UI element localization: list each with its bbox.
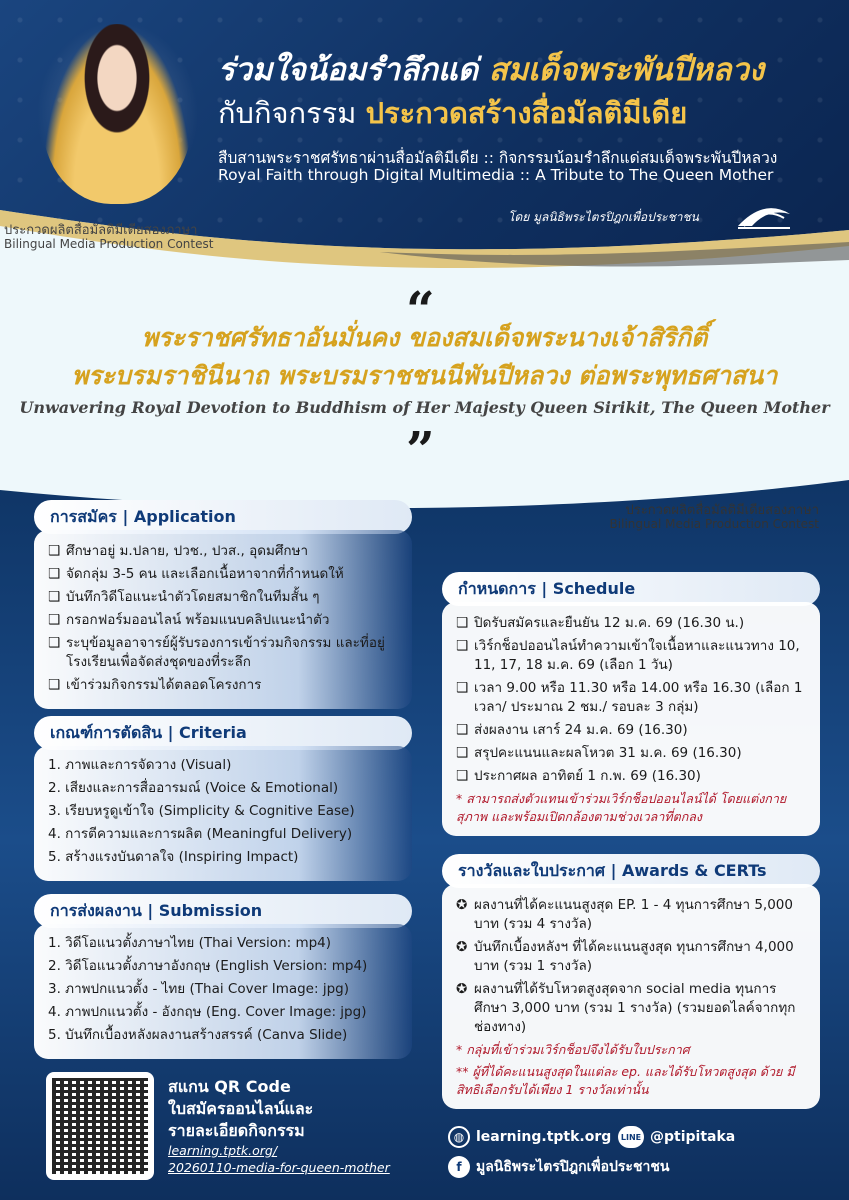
qr-caption: สแกน QR Code ใบสมัครออนไลน์และ รายละเอียดกิจกรรม <box>168 1077 314 1140</box>
submission-section <box>34 894 412 1059</box>
star-badge-icon: ✪ <box>456 897 468 913</box>
list-item: 2. วิดีโอแนวตั้งภาษาอังกฤษ (English Version: mp4) <box>48 958 368 974</box>
checkbox-icon: ❑ <box>456 768 469 784</box>
list-item: ❑ สรุปคะแนนและผลโหวต 31 ม.ค. 69 (16.30) <box>456 745 742 761</box>
checkbox-icon: ❑ <box>48 543 61 559</box>
list-item: 3. เรียบหรูดูเข้าใจ (Simplicity & Cognitive Ease) <box>48 803 355 819</box>
checkbox-icon: ❑ <box>48 612 61 628</box>
schedule-note: * สามารถส่งตัวแทนเข้าร่วมเวิร์กช็อปออนไลน์ได้ โดยแต่งกายสุภาพ และพร้อมเปิดกล้องตามช่วงเวลาที่ตกลง <box>456 791 787 824</box>
line-app-icon: LINE <box>618 1126 644 1148</box>
application-heading: การสมัคร | Application <box>34 500 412 534</box>
checkbox-icon: ❑ <box>48 635 61 651</box>
list-item: 1. วิดีโอแนวตั้งภาษาไทย (Thai Version: mp4) <box>48 935 332 951</box>
checkbox-icon: ❑ <box>456 638 469 654</box>
checkbox-icon: ❑ <box>456 680 469 696</box>
criteria-list <box>34 746 412 881</box>
subtitle-english: Royal Faith through Digital Multimedia :: A Tribute to The Queen Mother <box>218 166 774 184</box>
checkbox-icon: ❑ <box>48 677 61 693</box>
list-item: ❑ เวิร์กช็อปออนไลน์ทำความเข้าใจเนื้อหาและแนวทาง 10, 11, 17, 18 ม.ค. 69 (เลือก 1 วัน) <box>456 638 800 673</box>
organizer-label: โดย มูลนิธิพระไตรปิฎกเพื่อประชาชน <box>508 210 699 224</box>
submission-heading: การส่งผลงาน | Submission <box>34 894 412 928</box>
application-list <box>34 530 412 709</box>
title-line-2: กับกิจกรรม ประกวดสร้างสื่อมัลติมีเดีย <box>218 96 688 130</box>
list-item: ❑ เวลา 9.00 หรือ 11.30 หรือ 14.00 หรือ 16.30 (เลือก 1 เวลา/ ประมาณ 2 ชม./ รอบละ 3 กลุ่ม) <box>456 680 803 715</box>
list-item: ❑ กรอกฟอร์มออนไลน์ พร้อมแนบคลิปแนะนำตัว <box>48 612 330 628</box>
qr-link[interactable]: learning.tptk.org/ 20260110-media-for-queen-mother <box>168 1143 390 1175</box>
contest-label-thai-left: ประกวดผลิตสื่อมัลติมีเดียสองภาษา <box>4 223 198 238</box>
list-item: ❑ ปิดรับสมัครและยืนยัน 12 ม.ค. 69 (16.30 น.) <box>456 615 745 631</box>
quote-line-1: พระราชศรัทธาอันมั่นคง ของสมเด็จพระนางเจ้าสิริกิติ์ <box>141 323 708 352</box>
checkbox-icon: ❑ <box>456 722 469 738</box>
quote-line-2: พระบรมราชินีนาถ พระบรมราชชนนีพันปีหลวง ต่อพระพุทธศาสนา <box>71 361 778 390</box>
contest-label-thai-right: ประกวดผลิตสื่อมัลติมีเดียสองภาษา <box>625 503 819 518</box>
awards-heading: รางวัลและใบประกาศ | Awards & CERTs <box>442 854 820 888</box>
list-item: 3. ภาพปกแนวตั้ง - ไทย (Thai Cover Image: jpg) <box>48 981 349 997</box>
list-item: 2. เสียงและการสื่ออารมณ์ (Voice & Emotional) <box>48 780 339 796</box>
list-item: ✪ ผลงานที่ได้รับโหวตสูงสุดจาก social media ทุนการศึกษา 3,000 บาท (รวม 1 รางวัล) (รวมยอดไลค์จากทุกช่องทาง) <box>456 981 796 1035</box>
schedule-heading: กำหนดการ | Schedule <box>442 572 820 606</box>
star-badge-icon: ✪ <box>456 981 468 997</box>
contest-label-english-left: Bilingual Media Production Contest <box>4 237 214 251</box>
list-item: ❑ ประกาศผล อาทิตย์ 1 ก.พ. 69 (16.30) <box>456 768 701 784</box>
list-item: 1. ภาพและการจัดวาง (Visual) <box>48 757 232 773</box>
awards-note-1: * กลุ่มที่เข้าร่วมเวิร์กช็อปจึงได้รับใบประกาศ <box>456 1042 690 1057</box>
awards-section <box>442 854 820 1109</box>
list-item: 5. บันทึกเบื้องหลังผลงานสร้างสรรค์ (Canva Slide) <box>48 1027 348 1043</box>
facebook-icon: f <box>448 1156 470 1178</box>
facebook-contact[interactable]: f มูลนิธิพระไตรปิฎกเพื่อประชาชน <box>448 1156 669 1178</box>
application-section <box>34 500 412 709</box>
website-contact[interactable]: ◍ learning.tptk.org <box>448 1126 611 1148</box>
schedule-list <box>442 602 820 836</box>
checkbox-icon: ❑ <box>48 566 61 582</box>
awards-list <box>442 884 820 1109</box>
submission-list <box>34 924 412 1059</box>
quote-open-icon: “ <box>406 280 435 339</box>
subtitle-thai: สืบสานพระราชศรัทธาผ่านสื่อมัลติมีเดีย :: กิจกรรมน้อมรำลึกแด่สมเด็จพระพันปีหลวง <box>218 149 778 167</box>
checkbox-icon: ❑ <box>456 745 469 761</box>
quote-line-english: Unwavering Royal Devotion to Buddhism of Her Majesty Queen Sirikit, The Queen Mother <box>19 398 830 417</box>
list-item: ❑ ศึกษาอยู่ ม.ปลาย, ปวช., ปวส., อุดมศึกษา <box>48 543 309 559</box>
list-item: 4. ภาพปกแนวตั้ง - อังกฤษ (Eng. Cover Image: jpg) <box>48 1004 367 1020</box>
list-item: ❑ เข้าร่วมกิจกรรมได้ตลอดโครงการ <box>48 677 262 693</box>
quote-close-icon: ” <box>406 420 435 479</box>
title-line-1: ร่วมใจน้อมรำลึกแด่ สมเด็จพระพันปีหลวง <box>218 52 765 88</box>
list-item: ❑ ส่งผลงาน เสาร์ 24 ม.ค. 69 (16.30) <box>456 722 688 738</box>
foundation-logo-icon <box>734 196 794 232</box>
list-item: 4. การตีความและการผลิต (Meaningful Delivery) <box>48 826 353 842</box>
list-item: 5. สร้างแรงบันดาลใจ (Inspiring Impact) <box>48 849 299 865</box>
schedule-section <box>442 572 820 836</box>
queen-portrait <box>42 24 192 204</box>
list-item: ❑ บันทึกวิดีโอแนะนำตัวโดยสมาชิกในทีมสั้น ๆ <box>48 589 320 605</box>
globe-icon: ◍ <box>448 1126 470 1148</box>
criteria-section <box>34 716 412 881</box>
contest-label-english-right: Bilingual Media Production Contest <box>609 517 819 531</box>
qr-pattern <box>52 1078 148 1174</box>
star-badge-icon: ✪ <box>456 939 468 955</box>
checkbox-icon: ❑ <box>456 615 469 631</box>
list-item: ❑ จัดกลุ่ม 3-5 คน และเลือกเนื้อหาจากที่กำหนดให้ <box>48 566 344 582</box>
list-item: ✪ ผลงานที่ได้คะแนนสูงสุด EP. 1 - 4 ทุนการศึกษา 5,000 บาท (รวม 4 รางวัล) <box>456 897 793 932</box>
checkbox-icon: ❑ <box>48 589 61 605</box>
awards-note-2: ** ผู้ที่ได้คะแนนสูงสุดในแต่ละ ep. และได้รับโหวตสูงสุด ด้วย มีสิทธิเลือกรับได้เพียง 1 รางวัลเท่านั้น <box>456 1064 795 1097</box>
list-item: ✪ บันทึกเบื้องหลังฯ ที่ได้คะแนนสูงสุด ทุนการศึกษา 4,000 บาท (รวม 1 รางวัล) <box>456 939 794 974</box>
list-item: ❑ ระบุข้อมูลอาจารย์ผู้รับรองการเข้าร่วมกิจกรรม และที่อยู่โรงเรียนเพื่อจัดส่งชุดของที่ระลึก <box>48 635 385 670</box>
line-contact[interactable]: LINE @ptipitaka <box>618 1126 735 1148</box>
qr-code[interactable] <box>46 1072 154 1180</box>
criteria-heading: เกณฑ์การตัดสิน | Criteria <box>34 716 412 750</box>
